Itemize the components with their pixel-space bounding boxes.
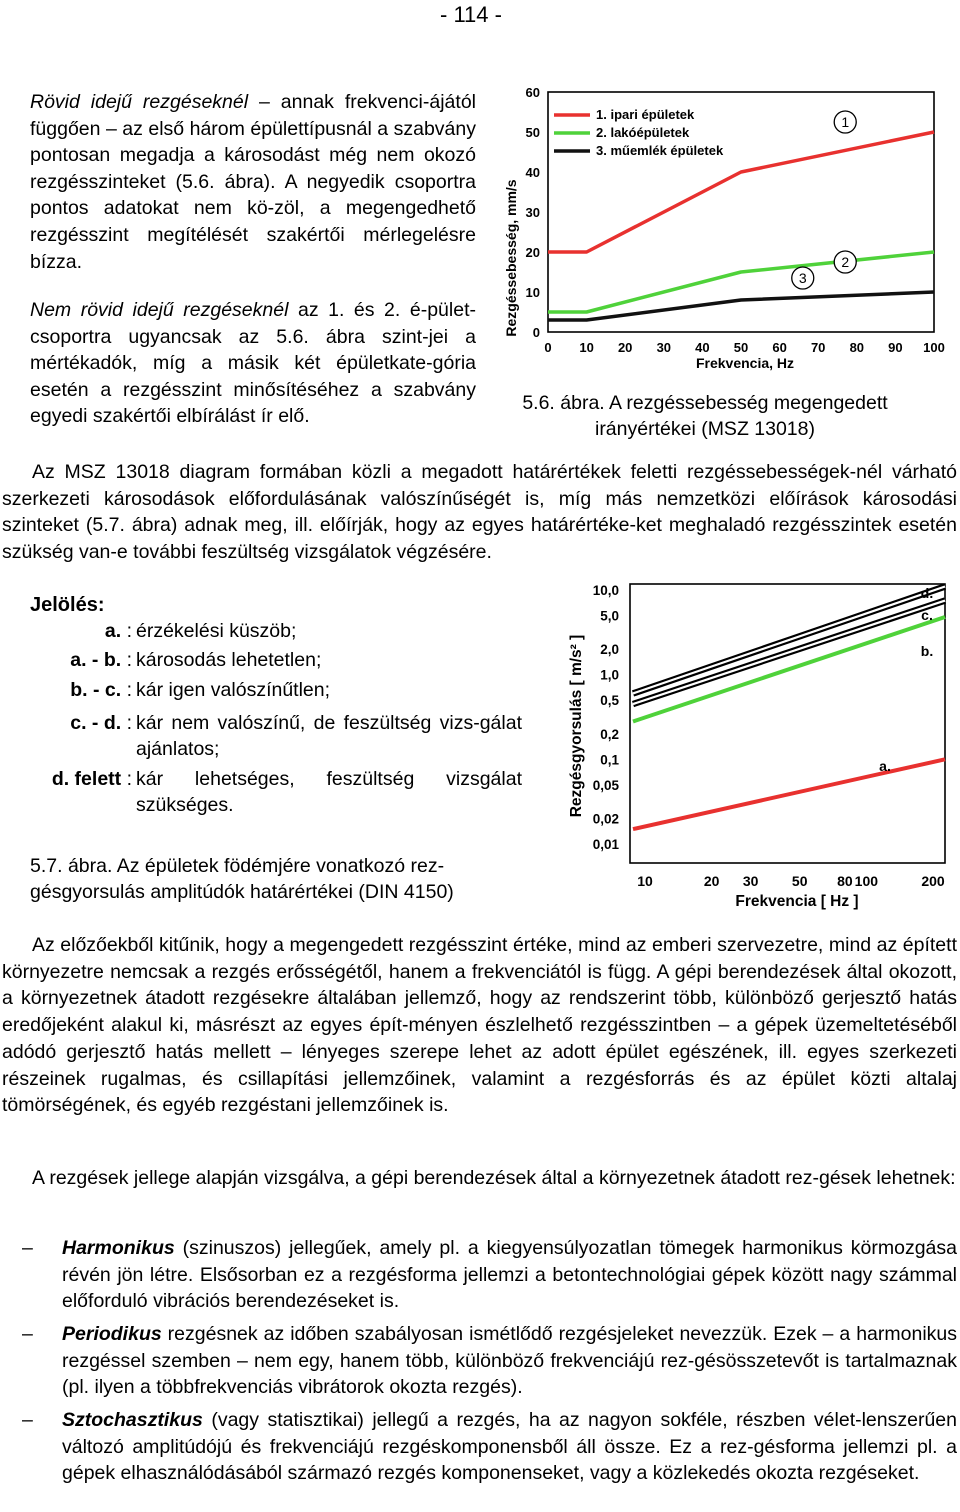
fig57-limit-line-inner-c — [633, 601, 945, 704]
page-number: - 114 - — [440, 2, 502, 27]
jeloles-text: kár igen valószínűtlen; — [136, 679, 331, 701]
figure-5-6-caption-line-2: irányértékei (MSZ 13018) — [594, 418, 815, 440]
fig57-y-tick-1,0: 1,0 — [600, 667, 619, 683]
jeloles-key: c. - d. : — [70, 712, 132, 734]
jeloles-key: a. - b. : — [70, 649, 132, 671]
paragraph-conclusion: Az előzőekből kitűnik, hogy a megengedett rezgésszint értéke, mind az emberi szervezetre, mind az épített környezetre nemcsak a rezgés erősségétől, hanem a frekvenciától is függ. A gépi berendezések által okozott, a környezetnek átadott rezgésekre általában jellemző, hogy az rendszerint több, különböző gerjesztő hatás eredőjeként alakul ki, másrészt az egyes épít-ményen észlelhető rezgésszintben – a gépek üzemeltetéséből adódó gerjesztő hatás mellett – lényeges szerepe lehet az adott épület egészének, ill. egyes szerkezeti részeinek rugalmas, és csillapítási jellemzőinek, valamint a rezgésforrás és az épület közti altalaj tömörségének, és egyéb rezgéstani jellemzőinek is. — [2, 934, 957, 1117]
fig56-y-tick-60: 60 — [525, 85, 540, 100]
fig57-zone-label-d: d. — [920, 585, 934, 601]
fig57-x-tick-100: 100 — [854, 873, 879, 889]
fig56-x-tick-40: 40 — [695, 340, 710, 355]
jeloles-text: károsodás lehetetlen; — [136, 649, 322, 671]
bullet-dash: – — [22, 1409, 33, 1431]
lead-long-vibration: Nem rövid idejű rezgéseknél — [30, 299, 289, 321]
fig57-y-axis-label: Rezgésgyorsulás [ m/s² ] — [568, 634, 585, 818]
fig57-y-tick-0,2: 0,2 — [600, 726, 619, 742]
fig56-x-tick-50: 50 — [733, 340, 749, 355]
fig56-x-tick-20: 20 — [617, 340, 633, 355]
figure-5-7-caption-line-1: 5.7. ábra. Az épületek födémjére vonatkozó rez- — [30, 855, 445, 877]
fig56-x-tick-100: 100 — [923, 340, 945, 355]
lead-short-vibration: Rövid idejű rezgéseknél — [30, 91, 249, 113]
fig57-limit-line-b — [633, 617, 945, 721]
paragraph-msz: Az MSZ 13018 diagram formában közli a megadott határértékek feletti rezgéssebességek-nél várható szerkezeti károsodások előfordulásának valószínűségét is, míg más nemzetközi előírások károsodási szinteket (5.7. ábra) adnak meg, ill. előírják, hogy az egyes határértéke-ket meghaladó rezgésszintek esetén szükség van-e további feszültség vizsgálatok végzésére. — [2, 461, 957, 564]
legend-label-2: 2. lakóépületek — [596, 125, 690, 140]
fig57-y-tick-10,0: 10,0 — [592, 583, 619, 598]
fig57-x-tick-30: 30 — [742, 873, 759, 889]
paragraph-vibration-types: A rezgések jellege alapján vizsgálva, a gépi berendezések által a környezetnek átadott rez-gések lehetnek: — [32, 1167, 956, 1189]
figure-5-7-caption — [30, 853, 530, 906]
legend-label-3: 3. műemlék épületek — [596, 143, 724, 158]
fig56-x-tick-30: 30 — [656, 340, 672, 355]
fig56-y-tick-20: 20 — [525, 245, 540, 260]
figure-5-6-caption — [480, 390, 930, 442]
jeloles-text: kár nem valószínű, de feszültség vizs-gálat ajánlatos; — [136, 712, 522, 761]
vibration-type-term: Harmonikus — [62, 1237, 175, 1259]
jeloles-text: kár lehetséges, feszültség vizsgálat szükséges. — [136, 768, 522, 817]
vibration-type-item — [62, 1321, 957, 1401]
fig56-x-tick-90: 90 — [888, 340, 903, 355]
fig56-series-label-2: 2 — [841, 254, 850, 270]
figure-5-7-caption-line-2: gésgyorsulás amplitúdók határértékei (DIN 4150) — [30, 881, 454, 904]
fig57-x-tick-10: 10 — [637, 873, 653, 889]
fig57-zone-label-c: c. — [921, 607, 933, 623]
fig56-y-axis-label: Rezgéssebesség, mm/s — [503, 179, 519, 337]
figure-5-6-chart — [490, 78, 960, 388]
fig57-y-tick-2,0: 2,0 — [600, 642, 619, 658]
intro-text-2: az 1. és 2. é-pület-csoportra ugyancsak az 5.6. ábra szint-jei a mértékadók, míg a másik két épületkate-gória esetén a rezgésszint minősítéséhez a szabvány egyedi szakértői elbírálást ír elő. — [30, 299, 476, 428]
fig56-x-tick-60: 60 — [772, 340, 787, 355]
intro-paragraph-2 — [30, 297, 476, 430]
bullet-dash: – — [22, 1237, 33, 1259]
fig56-legend — [554, 107, 724, 158]
vibration-type-text: (vagy statisztikai) jellegű a rezgés, ha az nagyon sokféle, részben vélet-lenszerűen változó amplitúdójú és frekvenciájú rezgéskomponensből áll össze. Ez a rez-gésforma jellemzi pl. a gépek elhasználódásából származó rezgés komponenseket, vagy a közlekedés okozta rezgéseket. — [62, 1409, 957, 1485]
fig56-series-label-1: 1 — [841, 114, 850, 130]
vibration-type-text: rezgésnek az időben szabályosan ismétlődő rezgésjeleket nevezzük. Ezek – a harmonikus rezgéssel szemben – nem egy, hanem több, különböző frekvenciájú rez-gésösszetevőt is tartalmaznak (pl. ilyen a többfrekvenciás vibrátorok okozta rezgés). — [62, 1323, 957, 1399]
vibration-type-term: Periodikus — [62, 1323, 162, 1345]
fig56-y-tick-30: 30 — [525, 205, 540, 220]
legend-label-1: 1. ipari épületek — [596, 107, 695, 122]
fig57-x-tick-80: 80 — [837, 873, 853, 889]
fig57-x-axis-label: Frekvencia [ Hz ] — [735, 893, 859, 910]
fig56-x-tick-70: 70 — [810, 340, 826, 355]
fig56-x-tick-10: 10 — [579, 340, 594, 355]
fig56-x-tick-80: 80 — [849, 340, 865, 355]
fig57-y-tick-0,02: 0,02 — [592, 811, 619, 827]
jeloles-key: b. - c. : — [70, 679, 132, 701]
fig57-y-tick-0,01: 0,01 — [592, 837, 619, 852]
fig57-zone-label-a: a. — [879, 758, 891, 774]
fig56-y-tick-10: 10 — [525, 285, 540, 300]
jeloles-title: Jelölés: — [30, 594, 105, 616]
fig56-y-tick-0: 0 — [532, 325, 540, 340]
intro-text-1: – annak frekvenci-ájától függően – az első három épülettípusnál a szabvány pontosan megadja a károsodást még nem okozó rezgésszinteket (5.6. ábra). A negyedik csoportra pontos adatokat nem kö-zöl, a megengedhető rezgésszint megítélését szakértői mérlegelésre bízza. — [30, 91, 476, 273]
vibration-type-term: Sztochasztikus — [62, 1409, 203, 1431]
fig57-x-tick-50: 50 — [791, 873, 808, 889]
figure-5-6-caption-line-1: 5.6. ábra. A rezgéssebesség megengedett — [522, 392, 888, 414]
figure-5-7-chart — [555, 578, 955, 918]
fig57-x-tick-200: 200 — [921, 873, 945, 889]
fig57-y-tick-0,05: 0,05 — [592, 777, 619, 793]
fig57-zone-label-b: b. — [920, 643, 934, 659]
fig57-y-tick-0,1: 0,1 — [600, 752, 619, 768]
jeloles-text: érzékelési küszöb; — [136, 620, 297, 642]
intro-paragraph-1 — [30, 89, 476, 275]
jeloles-key: d. felett : — [51, 768, 132, 790]
fig56-x-tick-0: 0 — [544, 340, 552, 355]
vibration-type-item — [62, 1407, 957, 1487]
bullet-dash: – — [22, 1323, 33, 1345]
fig56-x-axis-label: Frekvencia, Hz — [695, 355, 795, 371]
fig56-series-line-2 — [548, 252, 934, 312]
fig57-limit-line-a — [633, 759, 945, 829]
vibration-type-item — [62, 1235, 957, 1315]
fig57-y-tick-5,0: 5,0 — [600, 608, 619, 624]
jeloles-key: a. : — [104, 620, 132, 642]
fig57-limit-line-inner-d — [633, 586, 945, 693]
vibration-type-text: (szinuszos) jellegűek, amely pl. a kiegyensúlyozatlan tömegek harmonikus körmozgása révén jön létre. Elsősorban ez a rezgésforma jellemzi a betontechnológiai gépek között nagy számmal előforduló vibrációs berendezéseket is. — [62, 1237, 957, 1313]
fig56-y-tick-50: 50 — [525, 125, 540, 140]
fig56-y-tick-40: 40 — [525, 165, 540, 180]
fig56-series-label-3: 3 — [798, 270, 807, 286]
fig57-y-tick-0,5: 0,5 — [600, 693, 619, 709]
fig57-x-tick-20: 20 — [703, 873, 720, 889]
